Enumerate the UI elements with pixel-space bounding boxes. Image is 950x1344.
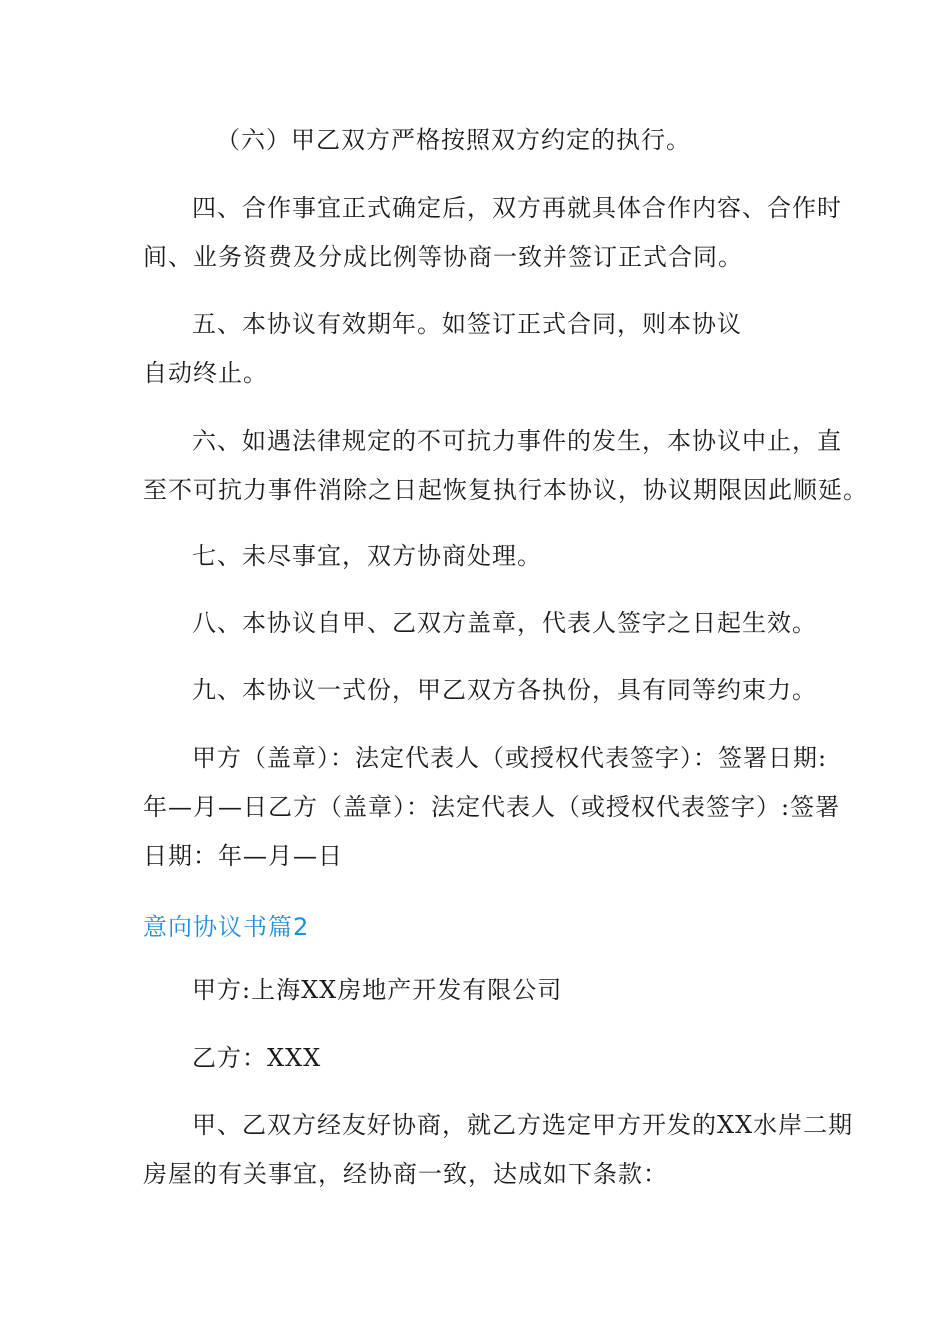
paragraph-article-5-line-1: 五、本协议有效期年。如签订正式合同，则本协议 [192,310,742,338]
paragraph-article-9: 九、本协议一式份，甲乙双方各执份，具有同等约束力。 [192,676,817,704]
paragraph-article-6-line-1: 六、如遇法律规定的不可抗力事件的发生，本协议中止，直 [192,427,842,455]
preamble-line-1: 甲、乙双方经友好协商，就乙方选定甲方开发的XX水岸二期 [192,1111,854,1139]
signature-block-line-3: 日期：年—月—日 [143,842,343,870]
party-a-line: 甲方:上海XX房地产开发有限公司 [192,976,563,1004]
paragraph-article-4-line-2: 间、业务资费及分成比例等协商一致并签订正式合同。 [143,243,743,271]
party-b-line: 乙方：XXX [192,1044,322,1072]
signature-block-line-2: 年—月—日乙方（盖章）：法定代表人（或授权代表签字）:签署 [143,793,841,821]
section-heading: 意向协议书篇2 [143,913,310,941]
paragraph-article-7: 七、未尽事宜，双方协商处理。 [192,542,542,570]
paragraph-article-5-line-2: 自动终止。 [143,359,268,387]
signature-block-line-1: 甲方（盖章）：法定代表人（或授权代表签字）：签署日期: [192,744,828,772]
preamble-line-2: 房屋的有关事宜，经协商一致，达成如下条款： [143,1160,668,1188]
paragraph-article-4-line-1: 四、合作事宜正式确定后，双方再就具体合作内容、合作时 [192,194,842,222]
paragraph-article-6-line-2: 至不可抗力事件消除之日起恢复执行本协议，协议期限因此顺延。 [143,476,868,504]
paragraph-six-line-1: （六）甲乙双方严格按照双方约定的执行。 [216,126,691,154]
paragraph-article-8: 八、本协议自甲、乙双方盖章，代表人签字之日起生效。 [192,609,817,637]
